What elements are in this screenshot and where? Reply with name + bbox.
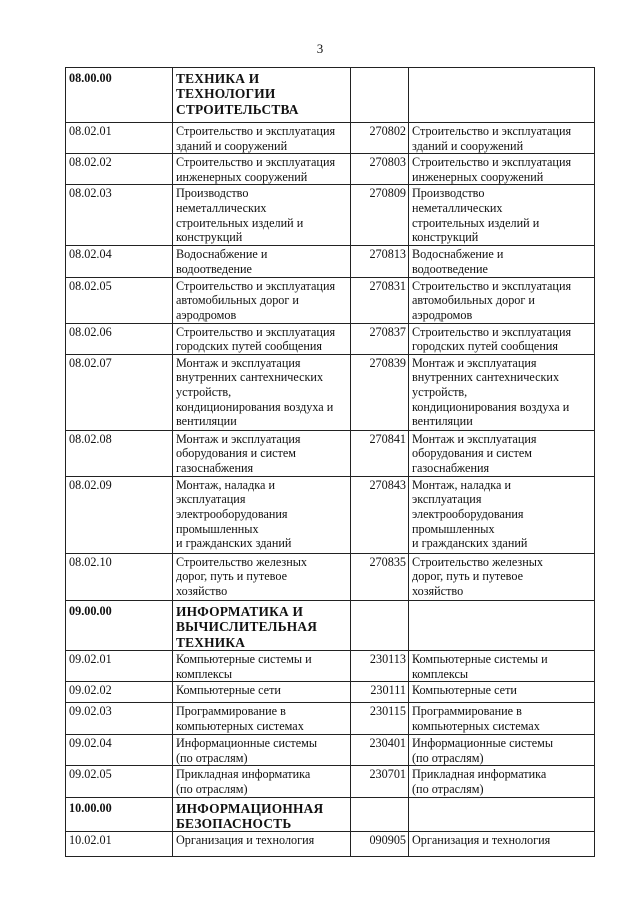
old-code-cell-text: 270837 — [369, 324, 406, 339]
name-cell-text: Монтаж и эксплуатация внутренних сантехнических устройств, кондиционирования воздуха и вентиляции — [176, 355, 334, 429]
name-cell-text: Строительство и эксплуатация зданий и сооружений — [176, 124, 336, 153]
name-cell — [173, 185, 351, 246]
old-name-cell — [409, 476, 595, 553]
table-row — [66, 766, 595, 797]
name-cell-text: Программирование в компьютерных системах — [176, 704, 304, 733]
old-code-cell — [351, 323, 409, 354]
name-cell — [173, 123, 351, 154]
code-cell-text: 09.02.05 — [69, 767, 112, 782]
old-name-cell-text: Программирование в компьютерных системах — [412, 704, 540, 733]
name-cell — [173, 430, 351, 476]
table-row — [66, 354, 595, 430]
old-name-cell-text: Информационные системы (по отраслям) — [412, 736, 554, 765]
name-cell — [173, 735, 351, 766]
name-cell — [173, 476, 351, 553]
specialties-table — [65, 67, 595, 857]
old-name-cell-text: Компьютерные системы и комплексы — [412, 651, 548, 681]
name-cell — [173, 553, 351, 600]
old-code-cell — [351, 735, 409, 766]
table-row — [66, 553, 595, 600]
code-cell — [66, 123, 173, 154]
name-cell — [173, 600, 351, 650]
name-cell — [173, 703, 351, 735]
old-name-cell-text: Компьютерные сети — [412, 683, 517, 698]
old-code-cell-text: 270843 — [369, 477, 406, 492]
code-cell-text: 09.02.01 — [69, 651, 112, 666]
code-cell — [66, 430, 173, 476]
table-row — [66, 277, 595, 323]
old-name-cell-text: Прикладная информатика (по отраслям) — [412, 767, 547, 796]
name-cell — [173, 354, 351, 430]
code-cell-text: 08.02.07 — [69, 355, 112, 370]
name-cell-text: Компьютерные системы и комплексы — [176, 651, 312, 681]
table-row — [66, 682, 595, 703]
old-name-cell — [409, 766, 595, 797]
name-cell-text: Производство неметаллических строительных изделий и конструкций — [176, 186, 304, 245]
code-cell — [66, 553, 173, 600]
table-row — [66, 430, 595, 476]
code-cell — [66, 703, 173, 735]
old-code-cell — [351, 277, 409, 323]
code-cell — [66, 246, 173, 277]
name-cell — [173, 797, 351, 832]
old-name-cell-text: Водоснабжение и водоотведение — [412, 247, 504, 276]
section-row — [66, 600, 595, 650]
old-name-cell — [409, 703, 595, 735]
table-row — [66, 703, 595, 735]
old-code-cell — [351, 797, 409, 832]
old-code-cell — [351, 68, 409, 123]
table-row — [66, 476, 595, 553]
name-cell — [173, 650, 351, 681]
table-row — [66, 323, 595, 354]
name-cell — [173, 68, 351, 123]
name-cell — [173, 246, 351, 277]
table-row — [66, 650, 595, 681]
old-name-cell — [409, 650, 595, 681]
old-name-cell — [409, 68, 595, 123]
old-code-cell — [351, 185, 409, 246]
old-name-cell-text: Организация и технология — [412, 833, 551, 848]
name-cell-text: Монтаж, наладка и эксплуатация электрооборудования промышленных и гражданских зданий — [176, 477, 292, 551]
old-code-cell — [351, 246, 409, 277]
name-cell-text: Строительство железных дорог, путь и путевое хозяйство — [176, 554, 308, 598]
old-name-cell — [409, 154, 595, 185]
old-code-cell-text: 230115 — [369, 704, 406, 719]
name-cell-text: Информационные системы (по отраслям) — [176, 736, 318, 765]
table-row — [66, 735, 595, 766]
code-cell — [66, 354, 173, 430]
name-cell-text: Строительство и эксплуатация инженерных сооружений — [176, 155, 336, 184]
old-code-cell — [351, 650, 409, 681]
old-name-cell — [409, 123, 595, 154]
code-cell — [66, 832, 173, 857]
old-name-cell — [409, 735, 595, 766]
code-cell — [66, 185, 173, 246]
old-name-cell — [409, 600, 595, 650]
code-cell-text: 08.02.09 — [69, 477, 112, 492]
old-code-cell-text: 270835 — [369, 554, 406, 569]
old-name-cell — [409, 832, 595, 857]
section-row — [66, 797, 595, 832]
table-row — [66, 154, 595, 185]
old-code-cell — [351, 154, 409, 185]
name-cell — [173, 154, 351, 185]
code-cell-text: 08.00.00 — [69, 71, 112, 85]
name-cell-text: Компьютерные сети — [176, 683, 281, 698]
code-cell-text: 10.02.01 — [69, 833, 112, 848]
old-name-cell — [409, 553, 595, 600]
code-cell — [66, 600, 173, 650]
old-name-cell-text: Строительство и эксплуатация автомобильных дорог и аэродромов — [412, 278, 572, 322]
old-name-cell — [409, 185, 595, 246]
old-code-cell-text: 230701 — [369, 767, 406, 782]
old-code-cell — [351, 354, 409, 430]
old-name-cell-text: Строительство и эксплуатация инженерных сооружений — [412, 155, 572, 184]
old-code-cell — [351, 600, 409, 650]
name-cell-text: Организация и технология — [176, 833, 315, 848]
table-row — [66, 832, 595, 857]
table-row — [66, 123, 595, 154]
old-code-cell-text: 230111 — [370, 683, 406, 698]
name-cell-text: Водоснабжение и водоотведение — [176, 247, 268, 276]
old-code-cell-text: 270803 — [369, 155, 406, 170]
old-code-cell-text: 270831 — [369, 278, 406, 293]
old-code-cell-text: 270809 — [369, 186, 406, 201]
code-cell — [66, 797, 173, 832]
old-name-cell — [409, 277, 595, 323]
old-code-cell-text: 270802 — [369, 124, 406, 138]
table-row — [66, 246, 595, 277]
code-cell — [66, 735, 173, 766]
name-cell-text: ИНФОРМАЦИОННАЯ БЕЗОПАСНОСТЬ — [176, 800, 324, 831]
old-code-cell — [351, 430, 409, 476]
old-code-cell — [351, 832, 409, 857]
old-code-cell — [351, 703, 409, 735]
name-cell-text: Монтаж и эксплуатация оборудования и систем газоснабжения — [176, 431, 301, 475]
old-name-cell — [409, 323, 595, 354]
code-cell — [66, 277, 173, 323]
code-cell — [66, 68, 173, 123]
name-cell — [173, 766, 351, 797]
old-name-cell — [409, 354, 595, 430]
name-cell-text: ИНФОРМАТИКА И ВЫЧИСЛИТЕЛЬНАЯ ТЕХНИКА — [176, 603, 318, 650]
old-code-cell-text: 270839 — [369, 355, 406, 370]
old-code-cell-text: 270813 — [369, 247, 406, 262]
code-cell-text: 09.02.02 — [69, 683, 112, 698]
code-cell-text: 10.00.00 — [69, 800, 112, 815]
old-name-cell — [409, 797, 595, 832]
name-cell-text: Строительство и эксплуатация городских путей сообщения — [176, 324, 336, 354]
code-cell — [66, 154, 173, 185]
old-code-cell-text: 270841 — [369, 431, 406, 446]
old-code-cell — [351, 682, 409, 703]
old-name-cell — [409, 246, 595, 277]
name-cell — [173, 832, 351, 857]
name-cell-text: Прикладная информатика (по отраслям) — [176, 767, 311, 796]
name-cell — [173, 277, 351, 323]
code-cell-text: 08.02.08 — [69, 431, 112, 446]
old-name-cell-text: Монтаж и эксплуатация оборудования и систем газоснабжения — [412, 431, 537, 475]
code-cell-text: 08.02.02 — [69, 155, 112, 170]
code-cell — [66, 323, 173, 354]
section-row — [66, 68, 595, 123]
specialties-table-body — [66, 68, 595, 857]
code-cell-text: 08.02.03 — [69, 186, 112, 201]
table-row — [66, 185, 595, 246]
old-name-cell-text: Строительство и эксплуатация зданий и сооружений — [412, 124, 572, 153]
old-name-cell — [409, 682, 595, 703]
code-cell — [66, 476, 173, 553]
code-cell-text: 08.02.04 — [69, 247, 112, 262]
old-name-cell — [409, 430, 595, 476]
name-cell — [173, 682, 351, 703]
name-cell-text: Строительство и эксплуатация автомобильных дорог и аэродромов — [176, 278, 336, 322]
code-cell-text: 08.02.06 — [69, 324, 112, 339]
old-name-cell-text: Строительство и эксплуатация городских путей сообщения — [412, 324, 572, 354]
old-code-cell — [351, 476, 409, 553]
old-code-cell-text: 230401 — [369, 736, 406, 751]
page-number: 3 — [316, 41, 324, 56]
code-cell-text: 08.02.10 — [69, 554, 112, 569]
code-cell — [66, 766, 173, 797]
code-cell-text: 09.02.04 — [69, 736, 112, 751]
code-cell-text: 08.02.05 — [69, 278, 112, 293]
old-code-cell — [351, 553, 409, 600]
old-name-cell-text: Монтаж, наладка и эксплуатация электрооборудования промышленных и гражданских зданий — [412, 477, 528, 551]
old-name-cell-text: Строительство железных дорог, путь и путевое хозяйство — [412, 554, 544, 598]
code-cell — [66, 650, 173, 681]
old-code-cell — [351, 766, 409, 797]
name-cell — [173, 323, 351, 354]
code-cell-text: 09.02.03 — [69, 704, 112, 719]
code-cell-text: 08.02.01 — [69, 124, 112, 138]
old-code-cell-text: 090905 — [369, 833, 406, 848]
name-cell-text: ТЕХНИКА И ТЕХНОЛОГИИ СТРОИТЕЛЬСТВА — [176, 71, 299, 117]
old-code-cell — [351, 123, 409, 154]
code-cell — [66, 682, 173, 703]
old-code-cell-text: 230113 — [369, 651, 406, 666]
code-cell-text: 09.00.00 — [69, 603, 112, 618]
old-name-cell-text: Монтаж и эксплуатация внутренних сантехнических устройств, кондиционирования воздуха и вентиляции — [412, 355, 570, 429]
old-name-cell-text: Производство неметаллических строительных изделий и конструкций — [412, 186, 540, 245]
